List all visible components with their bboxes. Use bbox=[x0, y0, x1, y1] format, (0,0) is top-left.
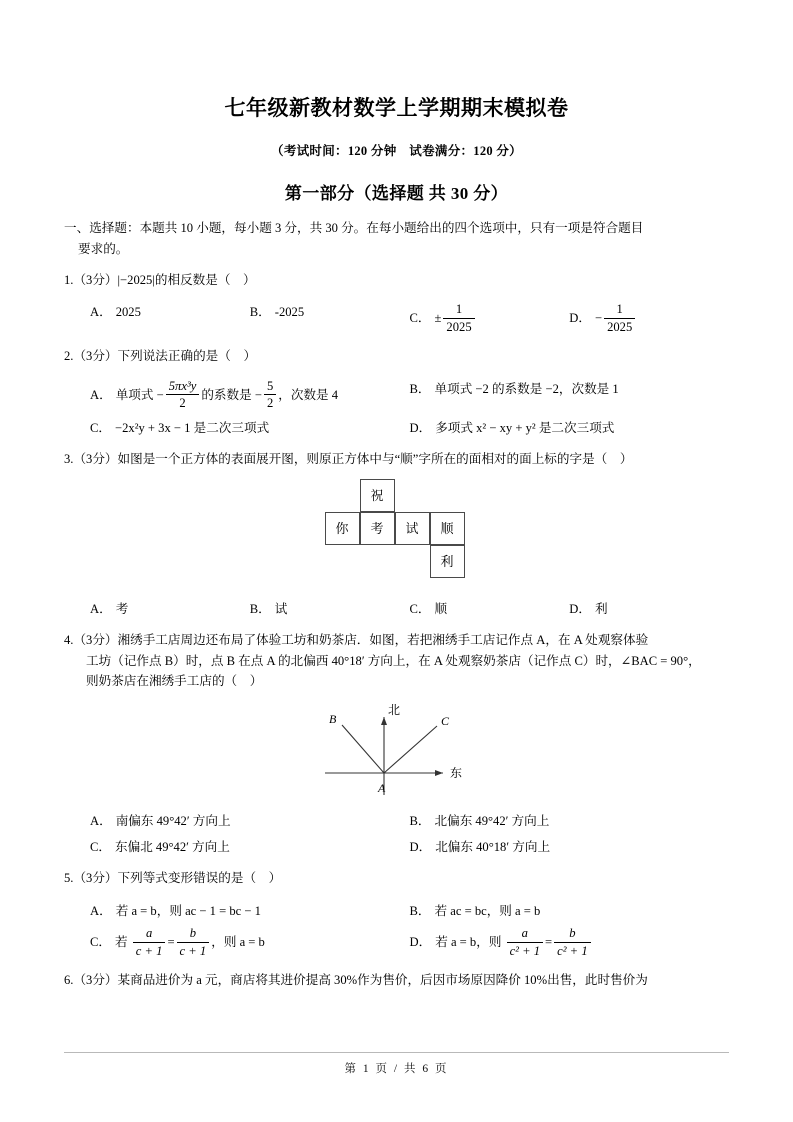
option-5-d-fraction-left bbox=[507, 926, 543, 958]
option-4-a-label: A． bbox=[90, 814, 112, 829]
exam-info-subtitle: （考试时间：120 分钟 试卷满分：120 分） bbox=[271, 144, 522, 159]
option-1-c-label: C． bbox=[409, 311, 431, 326]
option-2-c[interactable] bbox=[90, 412, 410, 438]
option-3-d-label: D． bbox=[569, 602, 591, 617]
question-3 bbox=[64, 438, 729, 620]
option-2-a-num: 5πx³y bbox=[166, 379, 200, 395]
question-5 bbox=[64, 857, 729, 959]
compass-north-label: 北 bbox=[387, 703, 400, 718]
option-2-b-label: B． bbox=[409, 381, 431, 396]
option-5-c-right-num: b bbox=[177, 926, 210, 942]
option-5-d-left-den: c² + 1 bbox=[509, 943, 541, 958]
option-5-c-left-num: a bbox=[133, 926, 166, 942]
option-1-d-denominator: 2025 bbox=[607, 319, 633, 334]
option-2-a-coef-num: 5 bbox=[264, 379, 276, 395]
option-2-a-monomial-fraction bbox=[166, 379, 200, 411]
option-4-a[interactable] bbox=[90, 805, 410, 831]
option-2-b-text: 单项式 −2 的系数是 −2，次数是 1 bbox=[434, 381, 619, 396]
option-1-a-label: A． bbox=[90, 305, 112, 320]
option-3-a-label: A． bbox=[90, 602, 112, 617]
option-2-c-text: −2x²y + 3x − 1 是二次三项式 bbox=[115, 420, 270, 435]
compass-figure bbox=[64, 691, 729, 799]
option-2-a-label: A． bbox=[90, 387, 112, 402]
compass-point-a-label: A bbox=[377, 781, 385, 796]
option-2-c-label: C． bbox=[90, 420, 111, 435]
cube-net-figure bbox=[64, 469, 729, 587]
option-5-d-equals: = bbox=[545, 935, 553, 950]
cube-net-diagram bbox=[325, 479, 469, 581]
option-1-b-label: B． bbox=[249, 305, 271, 320]
section-instruction bbox=[64, 204, 729, 259]
compass-point-c-label: C bbox=[440, 714, 449, 729]
option-5-b-text: 若 ac = bc，则 a = b bbox=[434, 903, 541, 918]
question-3-options bbox=[64, 587, 729, 619]
question-4-options bbox=[64, 799, 729, 857]
option-5-c-right-den: c + 1 bbox=[179, 943, 207, 958]
question-1-stem bbox=[64, 270, 729, 290]
option-5-c-label: C． bbox=[90, 935, 111, 950]
option-1-c-fraction bbox=[443, 302, 474, 334]
option-3-c-label: C． bbox=[409, 602, 431, 617]
option-4-b-label: B． bbox=[409, 814, 431, 829]
option-5-d-fraction-right bbox=[554, 926, 590, 958]
option-2-a-suffix: ，次数是 4 bbox=[278, 387, 339, 402]
option-2-a-prefix: 单项式 − bbox=[115, 387, 164, 402]
section-instruction-line-2: 要求的。 bbox=[78, 241, 129, 256]
page-number: 第 1 页 / 共 6 页 bbox=[344, 1063, 449, 1075]
option-1-d[interactable] bbox=[569, 296, 729, 335]
option-5-d[interactable] bbox=[410, 920, 730, 959]
question-1-options bbox=[64, 290, 729, 335]
option-3-a[interactable] bbox=[90, 593, 250, 619]
option-4-b-text: 北偏东 49°42′ 方向上 bbox=[434, 814, 550, 829]
option-5-d-label: D． bbox=[409, 935, 432, 950]
question-2 bbox=[64, 335, 729, 437]
option-3-c[interactable] bbox=[410, 593, 570, 619]
compass-diagram bbox=[317, 699, 477, 799]
part-one-heading: 第一部分（选择题 共 30 分） bbox=[284, 184, 509, 204]
question-4-stem bbox=[64, 630, 729, 691]
page-footer bbox=[64, 1052, 729, 1076]
option-5-c-equals: = bbox=[167, 935, 175, 950]
option-2-a-middle: 的系数是 − bbox=[201, 387, 262, 402]
option-4-a-text: 南偏东 49°42′ 方向上 bbox=[115, 814, 231, 829]
option-5-d-left-num: a bbox=[507, 926, 543, 942]
option-1-d-sign: − bbox=[594, 311, 603, 326]
option-4-c[interactable] bbox=[90, 831, 410, 857]
question-1-number: 1.（3分） bbox=[64, 272, 118, 287]
option-5-a[interactable] bbox=[90, 895, 410, 921]
option-3-d-text: 利 bbox=[594, 602, 608, 617]
option-5-b[interactable] bbox=[410, 895, 730, 921]
question-6 bbox=[64, 959, 729, 990]
cube-face-3: 试 bbox=[395, 512, 430, 545]
option-3-a-text: 考 bbox=[115, 602, 129, 617]
option-5-d-right-den: c² + 1 bbox=[557, 943, 588, 958]
cube-face-2: 考 bbox=[360, 512, 395, 545]
compass-point-b-label: B bbox=[328, 712, 336, 727]
option-5-c-left-den: c + 1 bbox=[135, 943, 163, 958]
question-4-stem-line-2: 工坊（记作点 B）时，点 B 在点 A 的北偏西 40°18′ 方向上，在 A 处观察奶茶店（记作点 C）时，∠BAC = 90°， bbox=[86, 653, 701, 668]
option-1-d-fraction bbox=[604, 302, 635, 334]
option-5-a-label: A． bbox=[90, 903, 112, 918]
option-2-d-label: D． bbox=[409, 420, 432, 435]
question-4 bbox=[64, 619, 729, 857]
option-2-a-coefficient-fraction bbox=[264, 379, 276, 411]
option-3-c-text: 顺 bbox=[434, 602, 448, 617]
option-2-d-text: 多项式 x² − xy + y² 是二次三项式 bbox=[435, 420, 615, 435]
question-1-stem-suffix: 的相反数是（ ） bbox=[154, 272, 256, 287]
option-4-c-label: C． bbox=[90, 840, 111, 855]
option-5-d-prefix: 若 a = b，则 bbox=[435, 935, 505, 950]
option-2-a-den: 2 bbox=[179, 396, 186, 411]
option-5-c-fraction-right bbox=[177, 926, 210, 958]
cube-face-4: 顺 bbox=[430, 512, 465, 545]
question-3-stem: 3.（3分）如图是一个正方体的表面展开图，则原正方体中与“顺”字所在的面相对的面上标的字是（ ） bbox=[64, 451, 633, 466]
option-5-b-label: B． bbox=[409, 903, 431, 918]
option-5-d-right-num: b bbox=[554, 926, 590, 942]
option-4-d-label: D． bbox=[409, 840, 432, 855]
option-3-b[interactable] bbox=[250, 593, 410, 619]
question-4-stem-line-1: 4.（3分）湘绣手工店周边还布局了体验工坊和奶茶店．如图，若把湘绣手工店记作点 A，在 A 处观察体验 bbox=[64, 633, 649, 648]
option-3-d[interactable] bbox=[569, 593, 729, 619]
option-4-d-text: 北偏东 40°18′ 方向上 bbox=[435, 840, 551, 855]
option-1-c-denominator: 2025 bbox=[446, 319, 472, 334]
option-1-c[interactable] bbox=[410, 296, 570, 335]
option-1-d-numerator: 1 bbox=[604, 302, 635, 318]
question-2-options bbox=[64, 367, 729, 438]
footer-divider bbox=[64, 1052, 729, 1053]
cube-face-bottom: 利 bbox=[430, 545, 465, 578]
option-1-c-sign: ± bbox=[434, 311, 442, 326]
option-1-a-text: 2025 bbox=[115, 305, 141, 320]
option-2-d[interactable] bbox=[410, 412, 730, 438]
option-3-b-text: 试 bbox=[274, 602, 288, 617]
option-4-d[interactable] bbox=[410, 831, 730, 857]
option-3-b-label: B． bbox=[249, 602, 271, 617]
option-2-a[interactable] bbox=[90, 373, 410, 412]
option-4-b[interactable] bbox=[410, 805, 730, 831]
question-5-stem: 5.（3分）下列等式变形错误的是（ ） bbox=[64, 871, 282, 886]
question-1-math: |−2025| bbox=[117, 272, 155, 287]
option-5-c[interactable] bbox=[90, 920, 410, 959]
page-title: 七年级新教材数学上学期期末模拟卷 bbox=[224, 96, 569, 120]
cube-face-top: 祝 bbox=[360, 479, 395, 512]
option-5-c-suffix: ，则 a = b bbox=[211, 935, 265, 950]
option-1-c-numerator: 1 bbox=[443, 302, 474, 318]
compass-east-label: 东 bbox=[449, 766, 462, 781]
option-5-c-fraction-left bbox=[133, 926, 166, 958]
question-6-stem: 6.（3分）某商品进价为 a 元，商店将其进价提高 30%作为售价，后因市场原因降价 10%出售，此时售价为 bbox=[64, 973, 648, 988]
question-2-stem: 2.（3分）下列说法正确的是（ ） bbox=[64, 349, 257, 364]
option-4-c-text: 东偏北 49°42′ 方向上 bbox=[115, 840, 230, 855]
option-5-c-prefix: 若 bbox=[115, 935, 131, 950]
question-1 bbox=[64, 259, 729, 335]
option-1-d-label: D． bbox=[569, 311, 591, 326]
option-1-b[interactable] bbox=[250, 296, 410, 335]
section-instruction-line-1: 一、选择题：本题共 10 小题，每小题 3 分，共 30 分。在每小题给出的四个选项中，只有一项是符合题目 bbox=[64, 221, 644, 236]
option-1-b-text: -2025 bbox=[274, 305, 305, 320]
question-5-options bbox=[64, 889, 729, 960]
option-2-b[interactable] bbox=[410, 373, 730, 412]
question-4-stem-line-3: 则奶茶店在湘绣手工店的（ ） bbox=[86, 673, 263, 688]
option-1-a[interactable] bbox=[90, 296, 250, 335]
option-5-a-text: 若 a = b，则 ac − 1 = bc − 1 bbox=[115, 903, 261, 918]
option-2-a-coef-den: 2 bbox=[266, 396, 274, 411]
cube-face-1: 你 bbox=[325, 512, 360, 545]
